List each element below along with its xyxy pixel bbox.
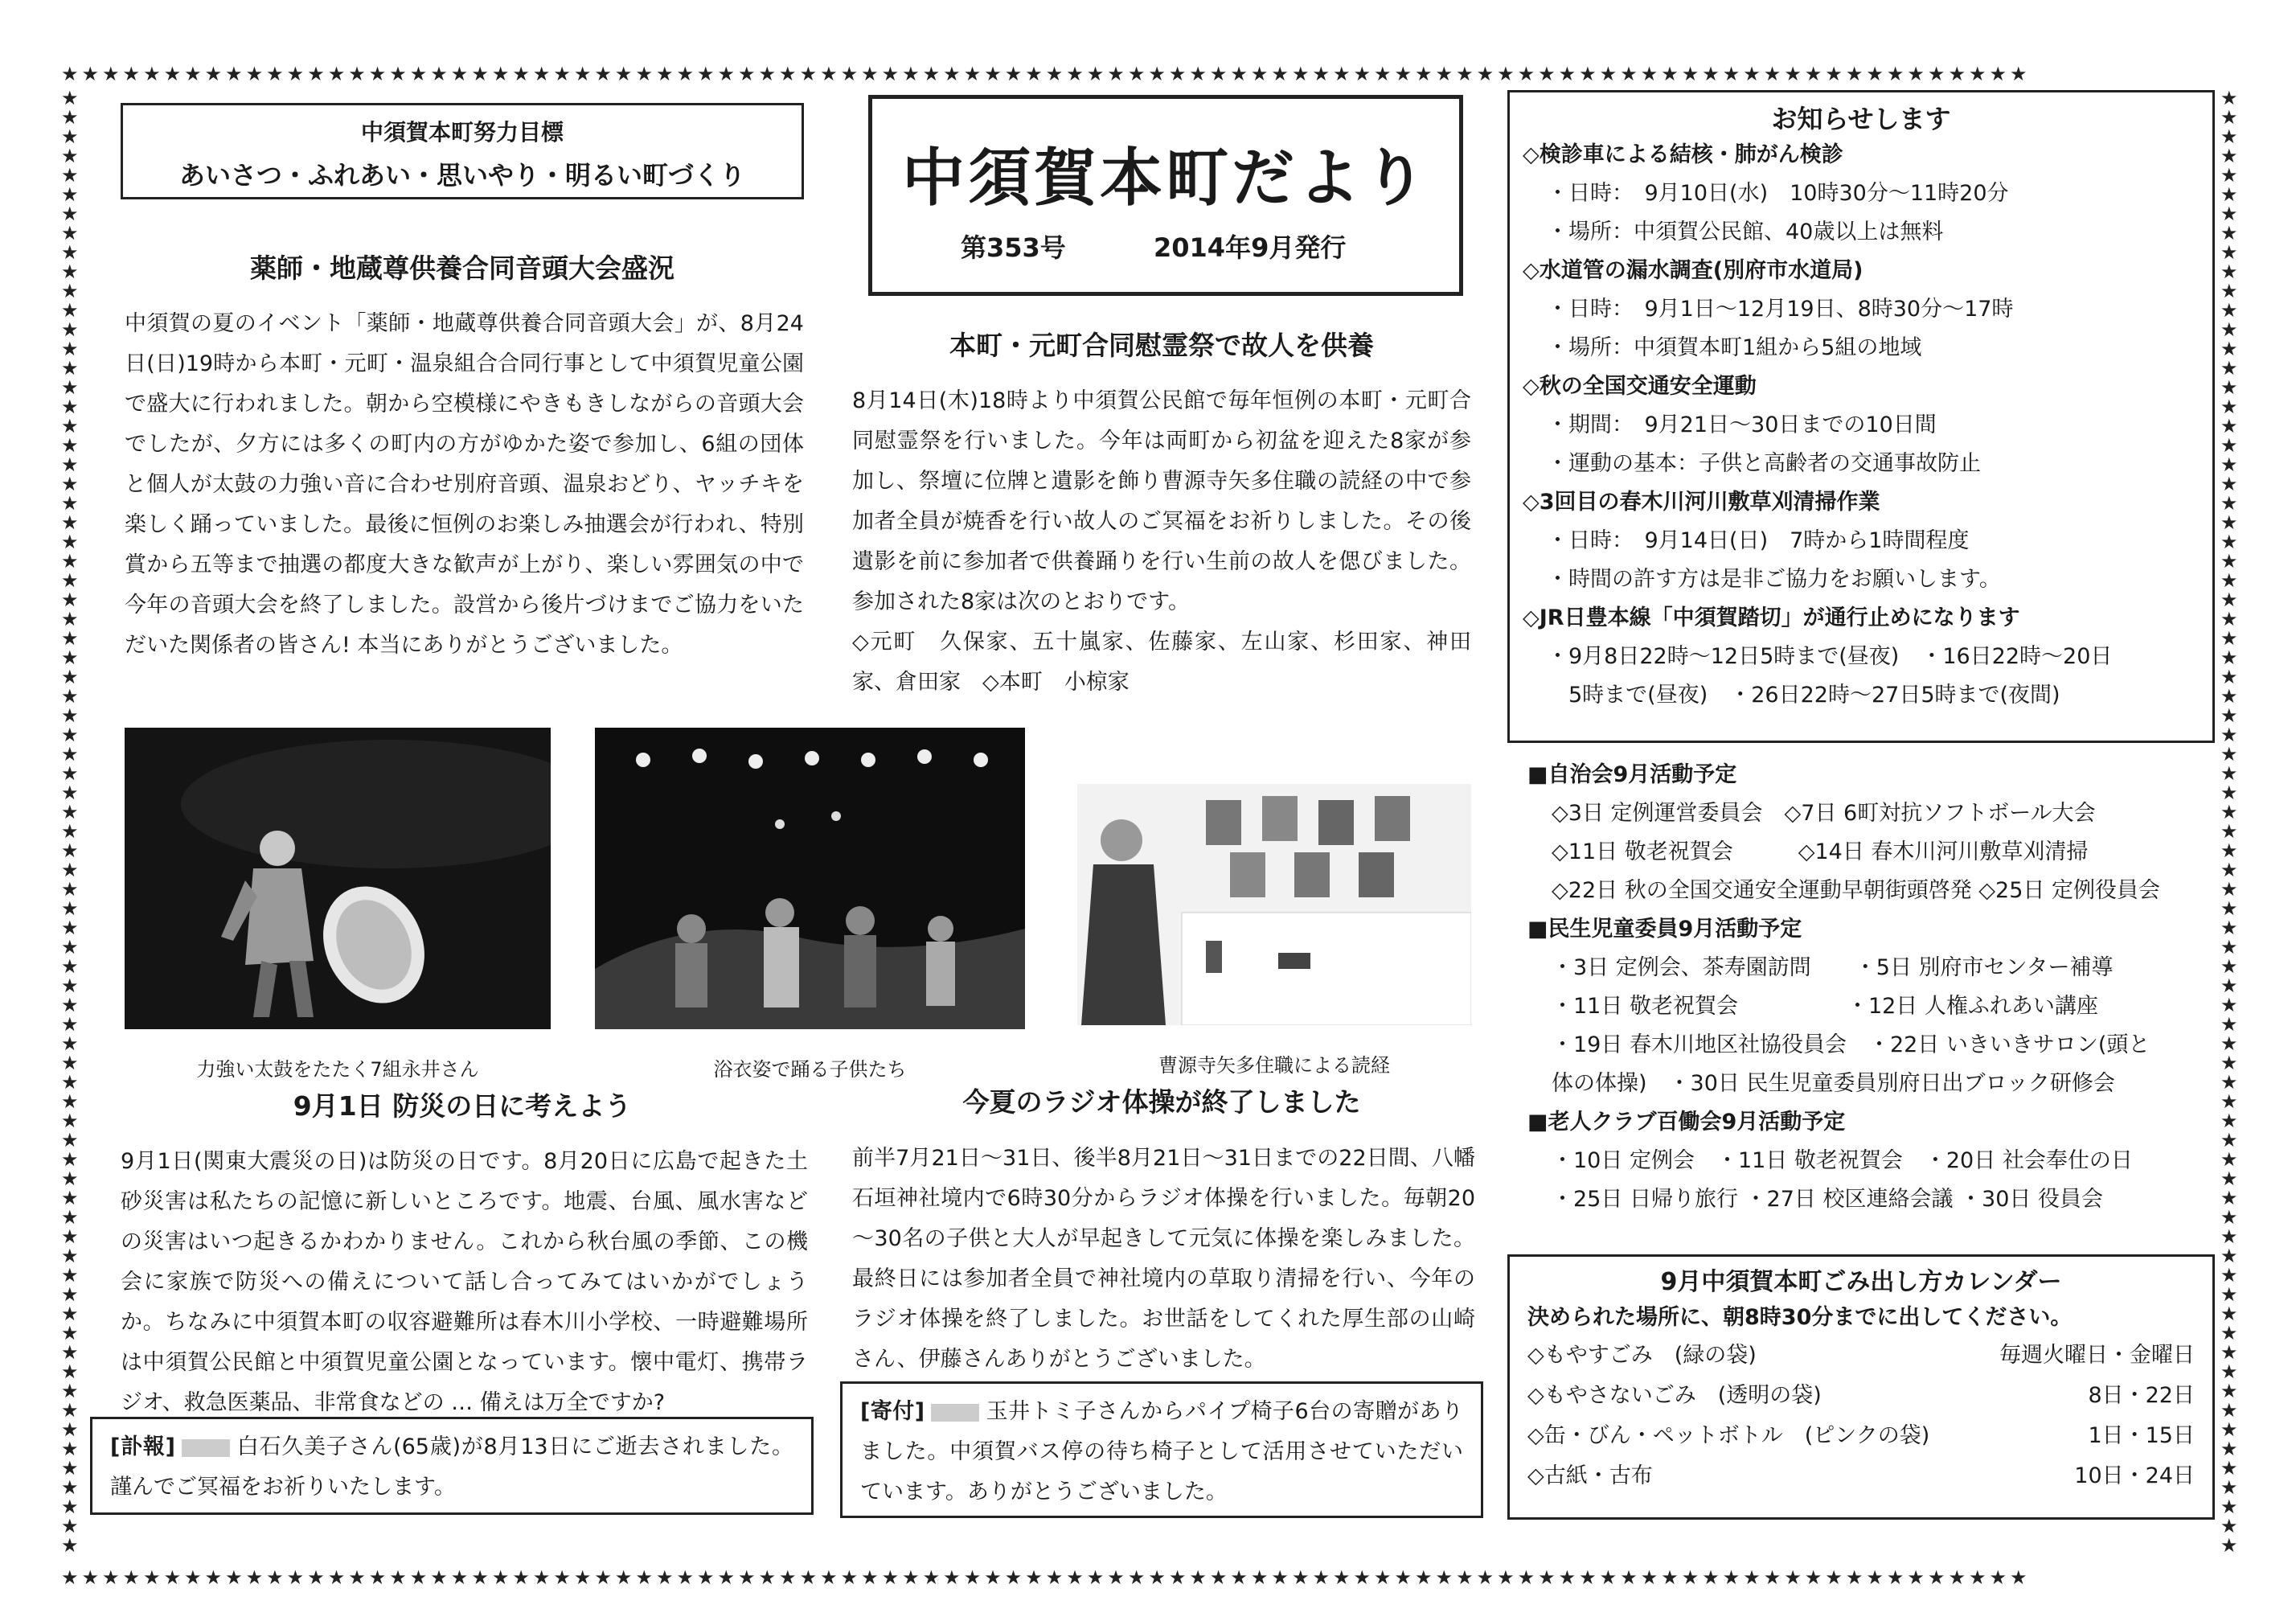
article3-body: 9月1日(関東大震災の日)は防災の日です。8月20日に広島で起きた土砂災害は私たちの記憶に新しいところです。地震、台風、風水害などの災害はいつ起きるかわかりません。これから秋台風の季節、この機会に家族で防災への備えについて話し合ってみてはいかがでしょうか。ちなみに中須賀本町の収容避難所は春木川小学校、一時避難場所は中須賀公民館と中須賀児童公園となっています。懐中電灯、携帯ラジオ、救急医薬品、非常食などの … 備えは万全ですか? bbox=[121, 1149, 808, 1415]
masthead-box bbox=[868, 95, 1463, 296]
calendar-row bbox=[1527, 1376, 2195, 1416]
calendar-subtitle: 決められた場所に、朝8時30分までに出してください。 bbox=[1527, 1305, 2073, 1330]
notice-heading: ◇3回目の春木川河川敷草刈清掃作業 bbox=[1523, 490, 1880, 515]
notice-detail: ・運動の基本：子供と高齢者の交通事故防止 bbox=[1547, 451, 1981, 476]
jichikai-title: ■自治会9月活動予定 bbox=[1527, 762, 1737, 787]
photo3-caption: 曹源寺矢多住職による読経 bbox=[1158, 1054, 1390, 1077]
article4-body: 前半7月21日～31日、後半8月21日～31日までの22日間、八幡石垣神社境内で6時30分からラジオ体操を行いました。毎朝20～30名の子供と大人が早起きして元気に体操を楽しみました。最終日には参加者全員で神社境内の草取り清掃を行い、今年のラジオ体操を終了しました。お世話をしてくれた厚生部の山崎さん、伊藤さんありがとうございました。 bbox=[852, 1146, 1475, 1372]
jichikai-item: ◇22日 秋の全国交通安全運動早朝街頭啓発 ◇25日 定例役員会 bbox=[1552, 878, 2160, 903]
notices-title: お知らせします bbox=[1771, 104, 1951, 134]
photo1-caption: 力強い太鼓をたたく7組永井さん bbox=[196, 1058, 479, 1081]
calendar-rows bbox=[1527, 1336, 2195, 1496]
jichikai-item: ◇3日 定例運営委員会 ◇7日 6町対抗ソフトボール大会 bbox=[1552, 801, 2096, 826]
motto-text: あいさつ・ふれあい・思いやり・明るい町づくり bbox=[178, 160, 745, 191]
schedule-section bbox=[1527, 756, 2219, 1219]
garbage-calendar-box bbox=[1507, 1254, 2215, 1520]
motto-title: 中須賀本町努力目標 bbox=[360, 119, 564, 146]
obituary-label: [訃報] bbox=[110, 1434, 175, 1459]
calendar-row bbox=[1527, 1456, 2195, 1496]
notice-detail: 5時まで(昼夜) ・26日22時～27日5時まで(夜間) bbox=[1547, 683, 2060, 708]
star-border-right: ★ ★ ★ ★ ★ ★ ★ ★ ★ ★ ★ ★ ★ ★ ★ ★ ★ ★ ★ ★ ★ ★ ★ ★ ★ ★ ★ ★ ★ ★ ★ ★ ★ ★ ★ ★ ★ ★ ★ ★ ★ ★ ★ ★ ★ ★ ★ ★ ★ ★ ★ ★ ★ ★ ★ ★ ★ ★ ★ ★ ★ ★ ★ ★ ★ ★ ★ ★ ★ ★ ★ ★ ★ ★ ★ ★ bbox=[2220, 88, 2238, 1557]
minsei-item: 体の体操) ・30日 民生児童委員別府日出ブロック研修会 bbox=[1552, 1071, 2115, 1096]
donation-text: 玉井トミ子さんからパイプ椅子6台の寄贈がありました。中須賀バス停の待ち椅子として活用させていただいています。ありがとうございました。 bbox=[860, 1399, 1463, 1504]
notice-heading: ◇検診車による結核・肺がん検診 bbox=[1523, 142, 1843, 167]
rojin-item: ・10日 定例会 ・11日 敬老祝賀会 ・20日 社会奉仕の日 bbox=[1552, 1148, 2133, 1173]
garbage-type: ◇缶・びん・ペットボトル (ピンクの袋) bbox=[1527, 1423, 1930, 1448]
article1-heading: 薬師・地蔵尊供養合同音頭大会盛況 bbox=[250, 252, 674, 284]
notice-detail: ・9月8日22時～12日5時まで(昼夜) ・16日22時～20日 bbox=[1547, 644, 2113, 669]
calendar-title: 9月中須賀本町ごみ出し方カレンダー bbox=[1660, 1268, 2062, 1296]
rojin-title: ■老人クラブ百働会9月活動予定 bbox=[1527, 1110, 1846, 1135]
star-border-bottom: ★★★★★★★★★★★★★★★★★★★★★★★★★★★★★★★★★★★★★★★★★★★★★★★★★★★★★★★★★★★★★★★★★★★★★★★★★★★★★★★★★★★★★★★★★★★★★★★★ bbox=[61, 1568, 2031, 1589]
article2-families: ◇元町 久保家、五十嵐家、佐藤家、左山家、杉田家、神田家、倉田家 ◇本町 小椋家 bbox=[852, 630, 1471, 695]
redacted-block bbox=[182, 1439, 230, 1457]
minsei-item: ・19日 春木川地区社協役員会 ・22日 いきいきサロン(頭と bbox=[1552, 1032, 2150, 1057]
notice-detail: ・日時： 9月14日(日) 7時から1時間程度 bbox=[1547, 528, 1970, 553]
issue-date: 2014年9月発行 bbox=[1154, 232, 1347, 263]
obituary-content bbox=[110, 1427, 793, 1508]
jichikai-list bbox=[1527, 794, 2219, 910]
donation-label: [寄付] bbox=[860, 1399, 925, 1424]
minsei-item: ・11日 敬老祝賀会 ・12日 人権ふれあい講座 bbox=[1552, 994, 2098, 1019]
redacted-block bbox=[931, 1404, 979, 1422]
star-border-left: ★ ★ ★ ★ ★ ★ ★ ★ ★ ★ ★ ★ ★ ★ ★ ★ ★ ★ ★ ★ ★ ★ ★ ★ ★ ★ ★ ★ ★ ★ ★ ★ ★ ★ ★ ★ ★ ★ ★ ★ ★ ★ ★ ★ ★ ★ ★ ★ ★ ★ ★ ★ ★ ★ ★ ★ ★ ★ ★ ★ ★ ★ ★ ★ ★ ★ ★ ★ ★ ★ ★ ★ ★ ★ ★ ★ bbox=[61, 88, 79, 1557]
article3-heading: 9月1日 防災の日に考えよう bbox=[293, 1090, 632, 1122]
garbage-type: ◇古紙・古布 bbox=[1527, 1463, 1653, 1488]
donation-box bbox=[840, 1381, 1483, 1518]
photo-dancing-children bbox=[595, 728, 1025, 1029]
photo-taiko-drum bbox=[125, 728, 551, 1029]
article1-body: 中須賀の夏のイベント「薬師・地蔵尊供養合同音頭大会」が、8月24日(日)19時から本町・元町・温泉組合合同行事として中須賀児童公園で盛大に行われました。朝から空模様にやきもきしながらの音頭大会でしたが、夕方には多くの町内の方がゆかた姿で参加し、6組の団体と個人が太鼓の力強い音に合わせ別府音頭、温泉おどり、ヤッチキを楽しく踊っていました。最後に恒例のお楽しみ抽選会が行われ、特別賞から五等まで抽選の都度大きな歓声が上がり、楽しい雰囲気の中で今年の音頭大会を終了しました。設営から後片づけまでご協力をいただいた関係者の皆さん! 本当にありがとうございました。 bbox=[125, 311, 804, 658]
article2-body: 8月14日(木)18時より中須賀公民館で毎年恒例の本町・元町合同慰霊祭を行いました。今年は両町から初盆を迎えた8家が参加し、祭壇に位牌と遺影を飾り曹源寺矢多住職の読経の中で参加者全員が焼香を行い故人のご冥福をお祈りしました。その後遺影を前に参加者で供養踊りを行い生前の故人を偲びました。参加された8家は次のとおりです。 bbox=[852, 388, 1471, 614]
photo-memorial-service bbox=[1077, 784, 1471, 1025]
motto-box bbox=[121, 103, 804, 199]
notice-heading: ◇水道管の漏水調査(別府市水道局) bbox=[1523, 258, 1863, 283]
rojin-list bbox=[1527, 1142, 2219, 1219]
obituary-text: 白石久美子さん(65歳)が8月13日にご逝去されました。謹んでご冥福をお祈りいたします。 bbox=[110, 1434, 793, 1500]
photo2-caption: 浴衣姿で踊る子供たち bbox=[713, 1058, 907, 1081]
collection-days: 8日・22日 bbox=[2088, 1383, 2195, 1408]
notices-box bbox=[1507, 90, 2215, 743]
notice-heading: ◇JR日豊本線「中須賀踏切」が通行止めになります bbox=[1523, 605, 2020, 630]
minsei-item: ・3日 定例会、茶寿園訪問 ・5日 別府市センター補導 bbox=[1552, 955, 2114, 980]
masthead-title: 中須賀本町だより bbox=[901, 142, 1429, 215]
notice-detail: ・日時： 9月1日～12月19日、8時30分～17時 bbox=[1547, 297, 2014, 322]
notice-detail: ・場所：中須賀公民館、40歳以上は無料 bbox=[1547, 220, 1944, 244]
notice-detail: ・時間の許す方は是非ご協力をお願いします。 bbox=[1547, 567, 2001, 592]
obituary-box bbox=[90, 1417, 814, 1515]
article2-heading: 本町・元町合同慰霊祭で故人を供養 bbox=[949, 330, 1374, 361]
rojin-item: ・25日 日帰り旅行 ・27日 校区連絡会議 ・30日 役員会 bbox=[1552, 1187, 2103, 1212]
calendar-row bbox=[1527, 1416, 2195, 1456]
minsei-list bbox=[1527, 949, 2219, 1103]
collection-days: 毎週火曜日・金曜日 bbox=[1999, 1343, 2195, 1368]
garbage-type: ◇もやすごみ (緑の袋) bbox=[1527, 1343, 1757, 1368]
jichikai-item: ◇11日 敬老祝賀会 ◇14日 春木川河川敷草刈清掃 bbox=[1552, 839, 2089, 864]
collection-days: 10日・24日 bbox=[2074, 1463, 2195, 1488]
notices-list bbox=[1523, 136, 2200, 715]
minsei-title: ■民生児童委員9月活動予定 bbox=[1527, 917, 1802, 942]
collection-days: 1日・15日 bbox=[2088, 1423, 2195, 1448]
notice-detail: ・期間： 9月21日～30日までの10日間 bbox=[1547, 412, 1937, 437]
donation-content bbox=[860, 1392, 1463, 1512]
notice-detail: ・場所：中須賀本町1組から5組の地域 bbox=[1547, 335, 1922, 360]
calendar-row bbox=[1527, 1336, 2195, 1376]
garbage-type: ◇もやさないごみ (透明の袋) bbox=[1527, 1383, 1822, 1408]
article4-heading: 今夏のラジオ体操が終了しました bbox=[962, 1086, 1361, 1118]
star-border-top: ★★★★★★★★★★★★★★★★★★★★★★★★★★★★★★★★★★★★★★★★★★★★★★★★★★★★★★★★★★★★★★★★★★★★★★★★★★★★★★★★★★★★★★★★★★★★★★★★ bbox=[61, 64, 2031, 85]
issue-number: 第353号 bbox=[961, 232, 1066, 263]
notice-heading: ◇秋の全国交通安全運動 bbox=[1523, 374, 1757, 399]
notice-detail: ・日時： 9月10日(水) 10時30分～11時20分 bbox=[1547, 181, 2009, 206]
